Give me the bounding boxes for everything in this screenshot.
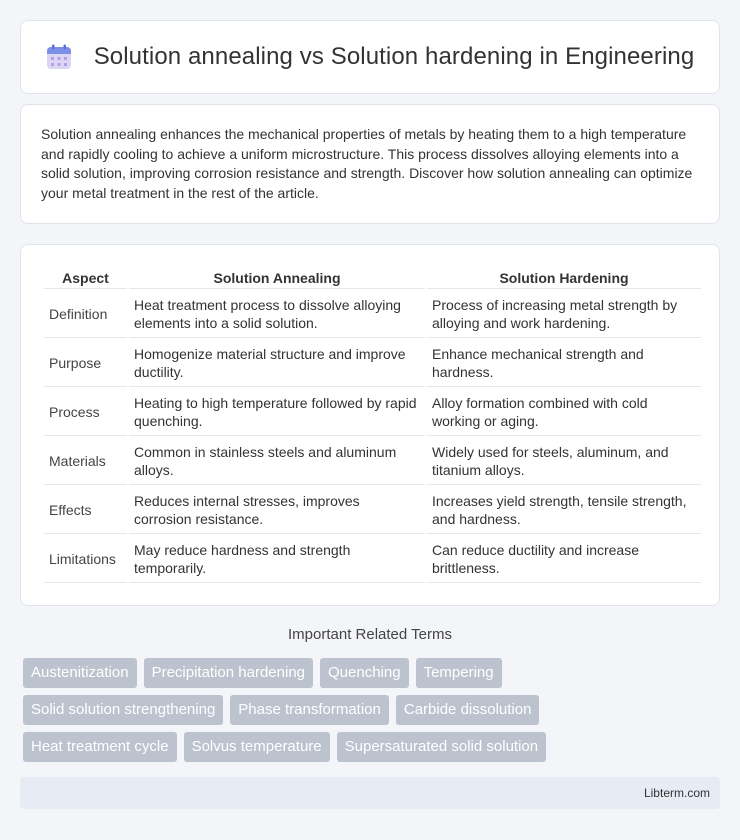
row-aspect: Process: [44, 389, 127, 436]
row-hardening-cell: Increases yield strength, tensile strength, and hardness.: [427, 487, 701, 534]
row-aspect: Definition: [44, 291, 127, 338]
row-hardening-cell: Alloy formation combined with cold working or aging.: [427, 389, 701, 436]
tag-supersaturated-solid-solution[interactable]: Supersaturated solid solution: [337, 732, 546, 762]
tag-heat-treatment-cycle[interactable]: Heat treatment cycle: [23, 732, 177, 762]
row-aspect: Limitations: [44, 536, 127, 583]
row-annealing-cell: Heat treatment process to dissolve alloying elements into a solid solution.: [129, 291, 425, 338]
table-row: [44, 340, 701, 387]
column-header-solution-hardening: Solution Hardening: [427, 265, 701, 289]
tag-tempering[interactable]: Tempering: [416, 658, 502, 688]
tag-solid-solution-strengthening[interactable]: Solid solution strengthening: [23, 695, 223, 725]
header-card: [20, 20, 720, 94]
tag-row: [23, 658, 723, 688]
tag-solvus-temperature[interactable]: Solvus temperature: [184, 732, 330, 762]
row-aspect: Purpose: [44, 340, 127, 387]
tag-austenitization[interactable]: Austenitization: [23, 658, 137, 688]
row-annealing-cell: Reduces internal stresses, improves corrosion resistance.: [129, 487, 425, 534]
page-title: Solution annealing vs Solution hardening in Engineering: [93, 43, 695, 70]
table-row: [44, 487, 701, 534]
tag-row: [23, 732, 723, 762]
column-header-aspect: Aspect: [44, 265, 127, 289]
row-hardening-cell: Widely used for steels, aluminum, and titanium alloys.: [427, 438, 701, 485]
row-aspect: Materials: [44, 438, 127, 485]
comparison-table: [42, 263, 703, 585]
tag-precipitation-hardening[interactable]: Precipitation hardening: [144, 658, 313, 688]
table-row: [44, 389, 701, 436]
comparison-table-card: [20, 244, 720, 606]
table-row: [44, 291, 701, 338]
row-hardening-cell: Process of increasing metal strength by alloying and work hardening.: [427, 291, 701, 338]
calendar-icon: [46, 44, 72, 70]
row-aspect: Effects: [44, 487, 127, 534]
tag-quenching[interactable]: Quenching: [320, 658, 409, 688]
row-hardening-cell: Can reduce ductility and increase brittleness.: [427, 536, 701, 583]
table-row: [44, 536, 701, 583]
intro-card: [20, 104, 720, 224]
row-annealing-cell: Common in stainless steels and aluminum alloys.: [129, 438, 425, 485]
footer-site-link[interactable]: Libterm.com: [643, 786, 710, 800]
column-header-solution-annealing: Solution Annealing: [129, 265, 425, 289]
row-annealing-cell: May reduce hardness and strength temporarily.: [129, 536, 425, 583]
related-terms-title: Important Related Terms: [288, 626, 452, 643]
tag-row: [23, 695, 723, 725]
row-annealing-cell: Heating to high temperature followed by rapid quenching.: [129, 389, 425, 436]
intro-text: Solution annealing enhances the mechanical properties of metals by heating them to a high temperature and rapidly cooling to achieve a uniform microstructure. This process dissolves alloying elements into a solid solution, improving corrosion resistance and strength. Discover how solution annealing can optimize your metal treatment in the rest of the article.: [41, 126, 693, 201]
tag-carbide-dissolution[interactable]: Carbide dissolution: [396, 695, 540, 725]
row-annealing-cell: Homogenize material structure and improve ductility.: [129, 340, 425, 387]
footer: [20, 777, 720, 809]
row-hardening-cell: Enhance mechanical strength and hardness.: [427, 340, 701, 387]
table-row: [44, 438, 701, 485]
related-terms-tags: [23, 658, 723, 769]
tag-phase-transformation[interactable]: Phase transformation: [230, 695, 389, 725]
table-header-row: [44, 265, 701, 289]
